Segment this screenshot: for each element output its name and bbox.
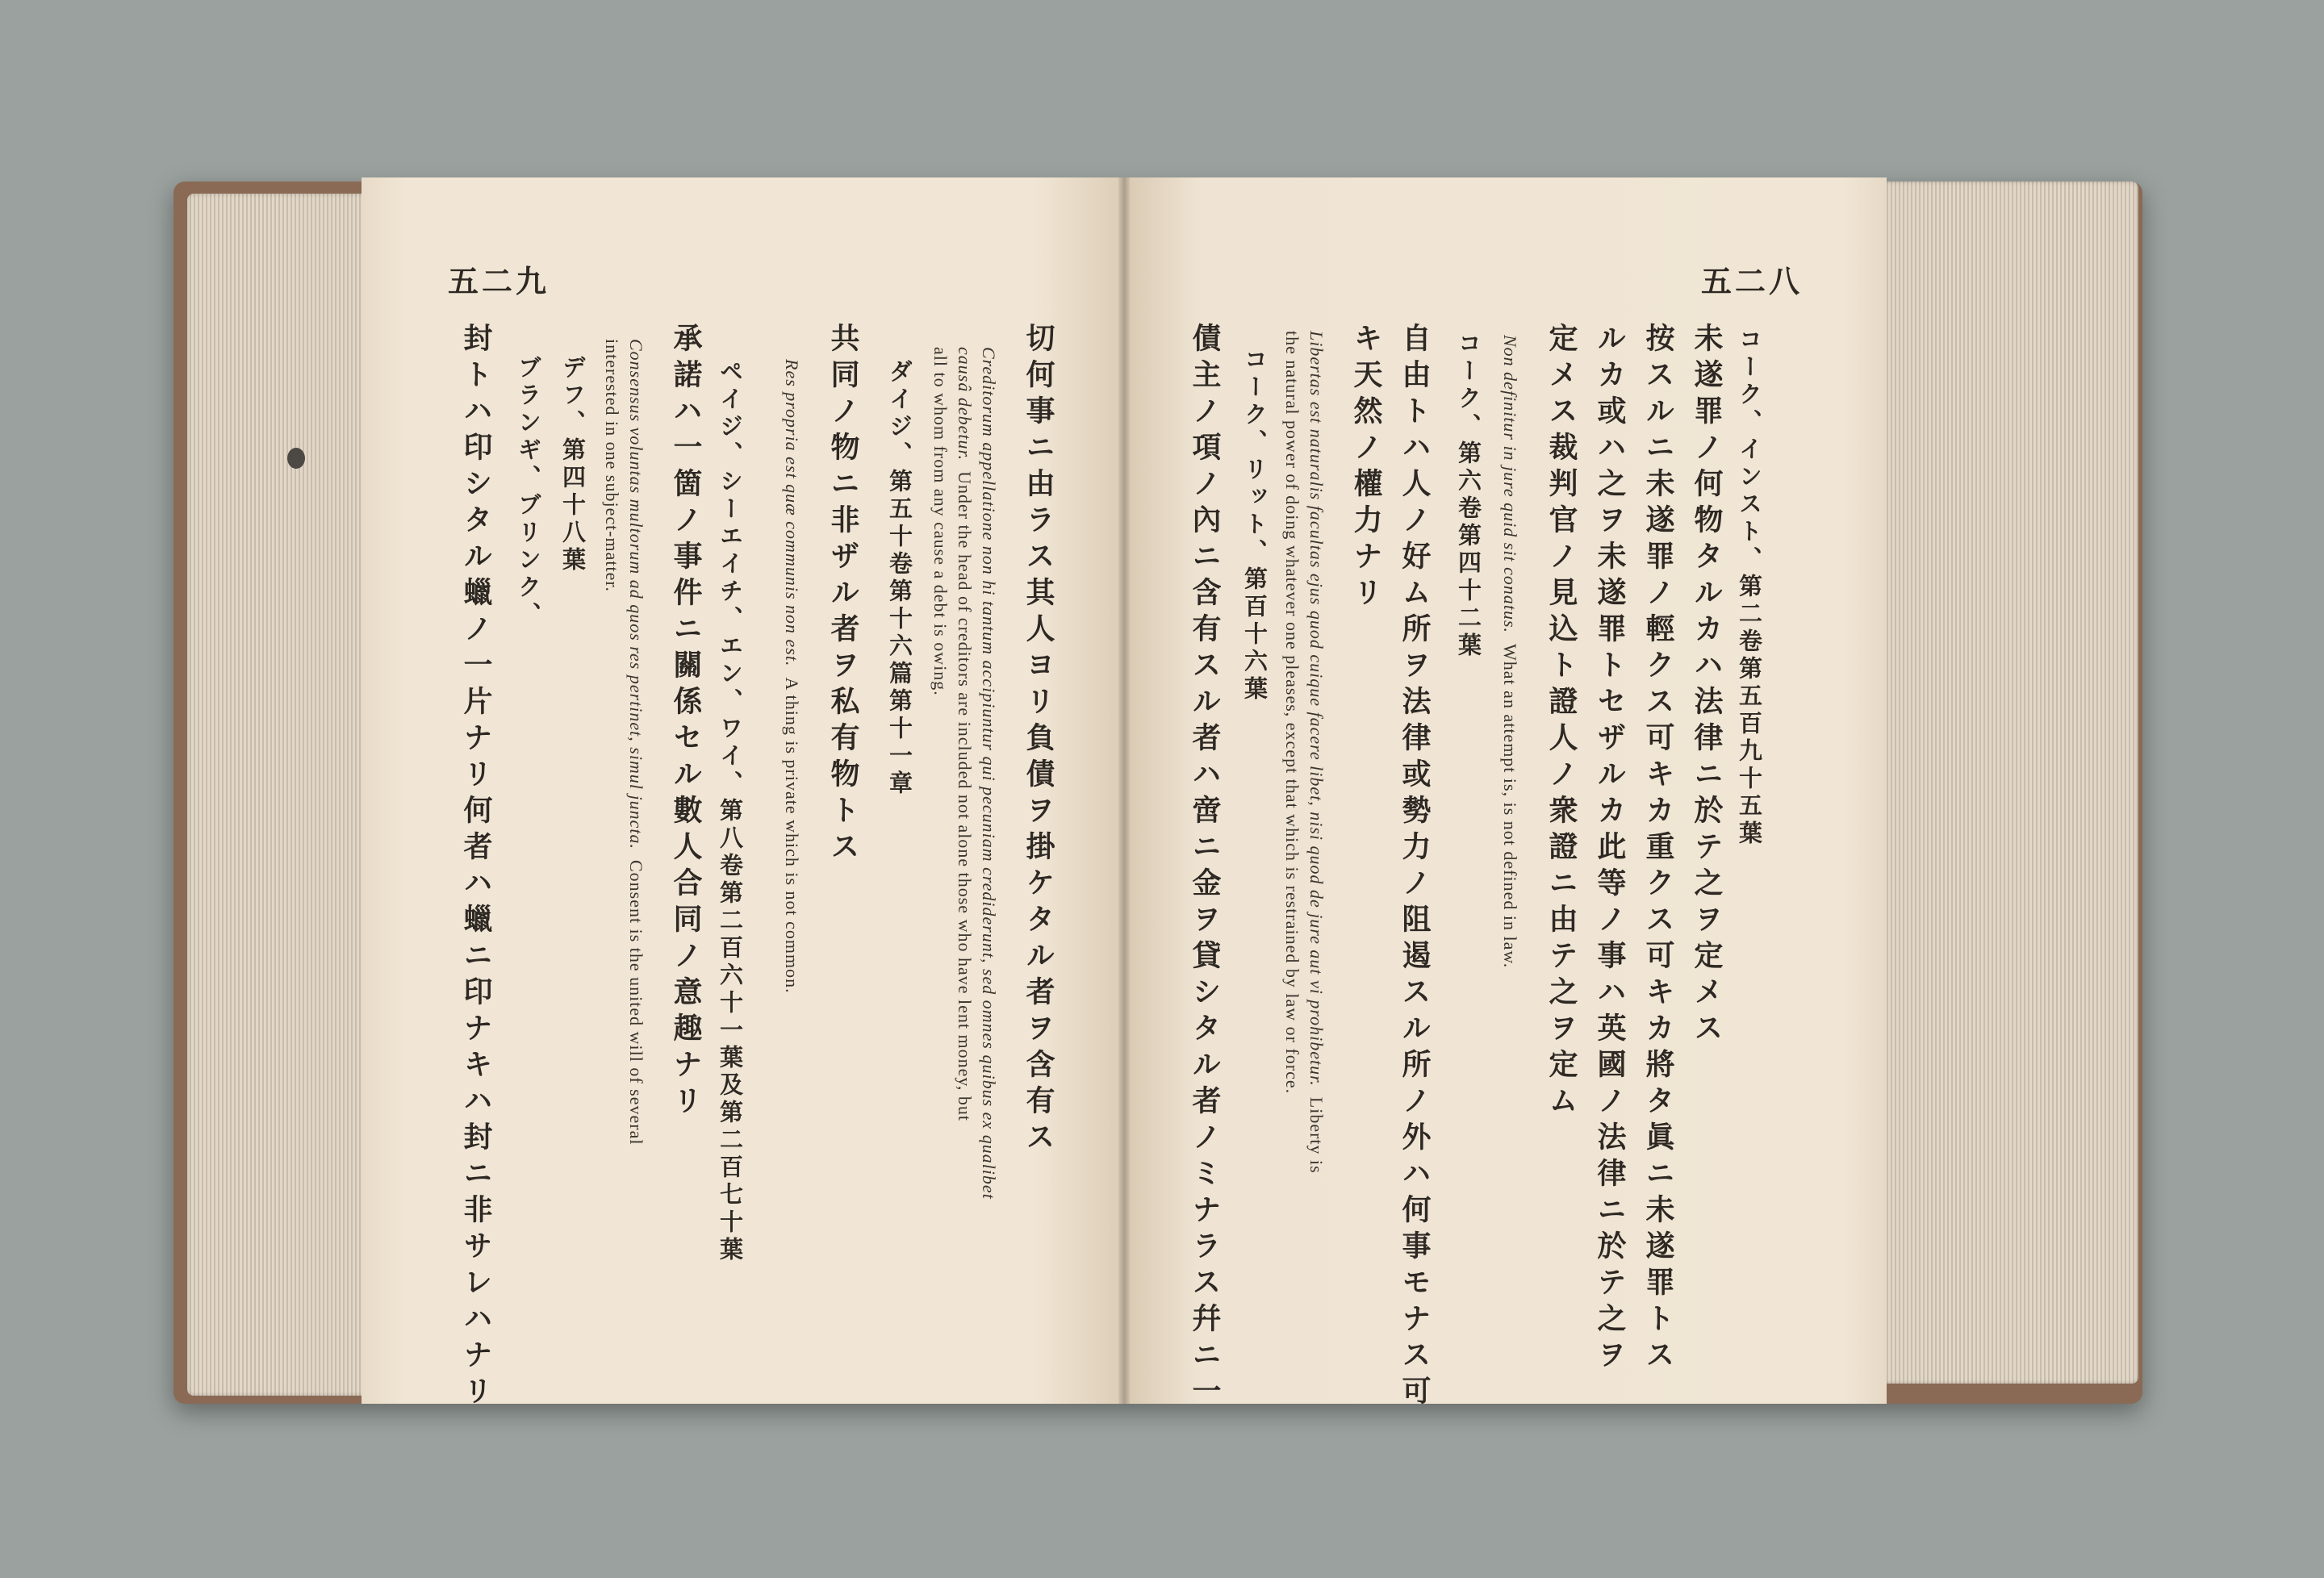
latin-text: causâ debetur. [955, 347, 975, 461]
japanese-line: 承諾ハ一箇ノ事件ニ關係セル數人合同ノ意趣ナリ [669, 323, 703, 1121]
japanese-line: 按スルニ未遂罪ノ輕クス可キカ重クス可キカ將タ眞ニ未遂罪トス [1641, 323, 1675, 1376]
binding-hole [287, 448, 305, 469]
latin-english-line [781, 359, 802, 994]
latin-english-line [1306, 331, 1327, 1174]
citation-line: コーク、リット、第百十六葉 [1241, 347, 1269, 703]
latin-text: Non definitur in jure quid sit conatus. [1500, 335, 1520, 634]
right-page-edges [1872, 182, 2138, 1384]
english-text: Liberty is [1306, 1096, 1327, 1174]
citation-line: ブランギ、ブリンク、 [515, 355, 542, 629]
left-page-number: 五二九 [448, 263, 550, 299]
citation-line: ペイジ、シーエイチ、エン、ワイ、第八卷第二百六十一葉及第二百七十葉 [717, 359, 744, 1264]
japanese-line: 定メス裁判官ノ見込ト證人ノ衆證ニ由テ之ヲ定ム [1544, 323, 1578, 1121]
english-text: Consent is the united will of several [626, 859, 646, 1146]
english-line: interested in one subject-matter. [602, 339, 622, 593]
japanese-line: 共同ノ物ニ非ザル者ヲ私有物トス [826, 323, 860, 867]
latin-english-line [954, 347, 975, 1121]
japanese-line: 自由トハ人ノ好ム所ヲ法律或勢力ノ阻遏スル所ノ外ハ何事モナス可 [1398, 323, 1432, 1412]
latin-text: Libertas est naturalis facultas ejus quod cuique facere libet, nisi quod de jure aut vi prohibetur. [1306, 331, 1327, 1087]
latin-text: Res propria est quæ communis non est. [782, 359, 802, 667]
latin-text: Creditorum appellatione non hi tantum accipiuntur qui pecuniam crediderunt, sed omnes quibus ex qualibet [979, 347, 999, 1200]
japanese-line: ルカ或ハ之ヲ未遂罪トセザルカ此等ノ事ハ英國ノ法律ニ於テ之ヲ [1593, 323, 1627, 1376]
english-line: the natural power of doing whatever one pleases, except that which is restrained by law or force. [1282, 331, 1302, 1095]
latin-line [978, 347, 999, 1200]
left-page-edges [187, 194, 381, 1396]
japanese-line: 封トハ印シタル蠟ノ一片ナリ何者ハ蠟ニ印ナキハ封ニ非サレハナリ [459, 323, 493, 1412]
english-text: A thing is private which is not common. [782, 677, 802, 994]
japanese-line: 未遂罪ノ何物タルカハ法律ニ於テ之ヲ定メス [1690, 323, 1724, 1049]
japanese-line: 切何事ニ由ラス其人ヨリ負債ヲ掛ケタル者ヲ含有ス [1022, 323, 1055, 1158]
right-page-number: 五二八 [1701, 263, 1804, 299]
citation-line: ダイジ、第五十卷第十六篇第十一章 [886, 359, 913, 798]
english-text: What an attempt is, is not defined in law. [1500, 644, 1520, 969]
japanese-line: 債主ノ項ノ內ニ含有スル者ハ啻ニ金ヲ貸シタル者ノミナラス幷ニ一 [1188, 323, 1222, 1412]
latin-text: Consensus voluntas multorum ad quos res pertinet, simul juncta. [626, 339, 646, 850]
citation-line: デフ、第四十八葉 [559, 355, 587, 574]
english-line: all to whom from any cause a debt is owing. [930, 347, 951, 696]
book-gutter [1118, 177, 1130, 1404]
citation-line: コーク、インスト、第二卷第五百九十五葉 [1736, 327, 1763, 848]
citation-line: コーク、第六卷第四十二葉 [1455, 331, 1482, 660]
english-text: Under the head of creditors are included not alone those who have lent money, but [955, 471, 975, 1122]
latin-english-line [625, 339, 646, 1145]
latin-english-line [1499, 335, 1520, 968]
japanese-line: キ天然ノ權力ナリ [1349, 323, 1383, 613]
